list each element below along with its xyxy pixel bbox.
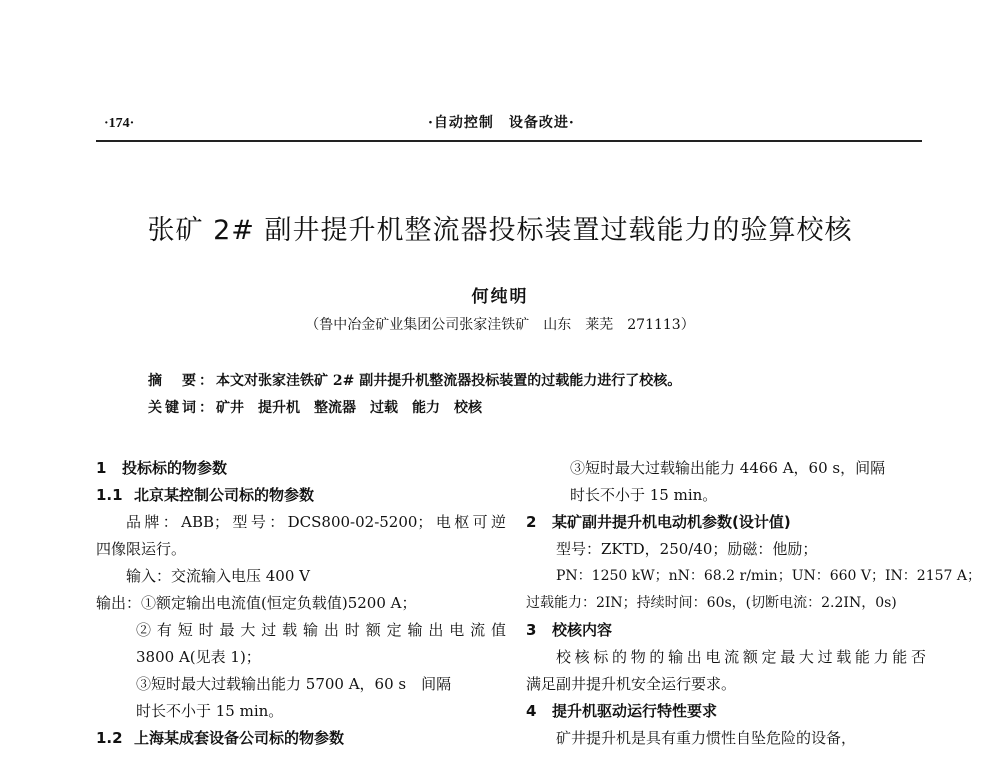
article-title: 张矿 2# 副井提升机整流器投标装置过载能力的验算校核 [147, 215, 853, 246]
paragraph-line: 型号：ZKTD，250/40；励磁：他励； [556, 540, 818, 558]
section-heading-1-1 [96, 482, 506, 509]
section-heading-1-2 [96, 725, 506, 752]
abstract-text: 本文对张家洼铁矿 2# 副井提升机整流器投标装置的过载能力进行了校核。 [216, 373, 682, 389]
section-title: 投标标的物参数 [122, 459, 228, 477]
paragraph-line: 四像限运行。 [96, 540, 187, 558]
paragraph-line: ③短时最大过载输出能力 4466 A，60 s，间隔 [570, 459, 886, 477]
keywords-text: 矿井 提升机 整流器 过载 能力 校核 [216, 400, 482, 416]
paragraph-line: PN：1250 kW；nN：68.2 r/min；UN：660 V；IN：2157 A； [556, 568, 981, 584]
section-heading-3 [526, 617, 926, 644]
paragraph-line: 过载能力：2IN；持续时间：60s，(切断电流：2.2IN，0s) [526, 595, 897, 611]
section-number: 4 [526, 702, 537, 720]
author-name: 何纯明 [471, 287, 529, 307]
section-heading-1 [96, 455, 506, 482]
paragraph-line: ②有短时最大过载输出时额定输出电流值 [136, 621, 506, 639]
section-heading-4 [526, 698, 926, 725]
section-number: 3 [526, 621, 537, 639]
section-number: 1.1 [96, 486, 123, 504]
abstract-label: 摘 要： [148, 373, 216, 389]
section-number: 2 [526, 513, 537, 531]
section-title: 北京某控制公司标的物参数 [134, 486, 315, 504]
paragraph-line: 3800 A(见表 1)； [136, 648, 261, 666]
section-title: 校核内容 [552, 621, 613, 639]
paragraph-line: 输入：交流输入电压 400 V [126, 567, 310, 585]
right-column [526, 455, 981, 752]
section-title: 上海某成套设备公司标的物参数 [134, 729, 345, 747]
paragraph-line: 时长不小于 15 min。 [136, 702, 284, 720]
paragraph-line: 输出：①额定输出电流值(恒定负载值)5200 A； [96, 594, 417, 612]
section-title: 某矿副井提升机电动机参数(设计值) [552, 513, 791, 531]
abstract [148, 370, 681, 390]
paragraph-line: ③短时最大过载输出能力 5700 A，60 s 间隔 [136, 675, 452, 693]
running-head: ·自动控制 设备改进· [428, 115, 575, 131]
left-column [96, 455, 506, 752]
paragraph-line: 校核标的物的输出电流额定最大过载能力能否 [556, 648, 926, 666]
section-heading-2 [526, 509, 926, 536]
paragraph-line: 矿井提升机是具有重力惯性自坠危险的设备， [556, 729, 857, 747]
paragraph-line: 满足副井提升机安全运行要求。 [526, 675, 737, 693]
section-title: 提升机驱动运行特性要求 [552, 702, 718, 720]
keywords [148, 397, 482, 417]
paragraph-line: 时长不小于 15 min。 [570, 486, 718, 504]
header-rule [96, 140, 922, 142]
keywords-label: 关键词： [148, 400, 216, 416]
paragraph-line: 品牌：ABB；型号：DCS800-02-5200；电枢可逆 [126, 513, 506, 531]
page-number: ·174· [104, 116, 135, 131]
author-affiliation: （鲁中冶金矿业集团公司张家洼铁矿 山东 莱芜 271113） [305, 317, 695, 333]
section-number: 1 [96, 459, 107, 477]
section-number: 1.2 [96, 729, 123, 747]
